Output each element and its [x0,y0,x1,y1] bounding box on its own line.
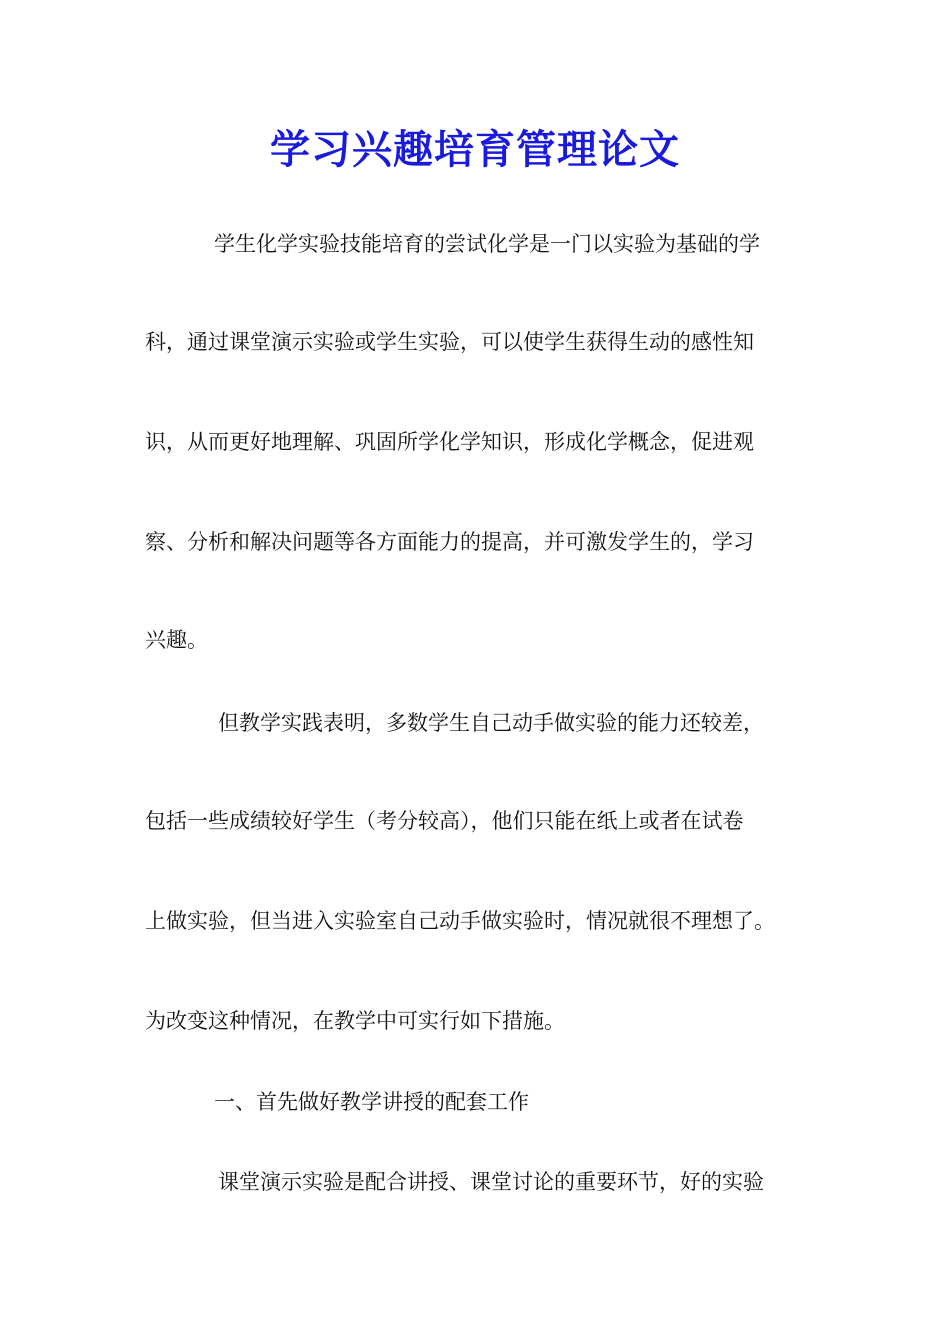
section-heading: 一、首先做好教学讲授的配套工作 [214,1090,529,1114]
paragraph-line: 为改变这种情况，在教学中可实行如下措施。 [145,1009,565,1033]
paragraph-line: 学生化学实验技能培育的尝试化学是一门以实验为基础的学 [214,232,760,256]
document-title: 学习兴趣培育管理论文 [270,126,680,173]
paragraph-line: 但教学实践表明，多数学生自己动手做实验的能力还较差， [218,711,764,735]
paragraph-line: 包括一些成绩较好学生（考分较高），他们只能在纸上或者在试卷 [145,809,744,833]
paragraph-line: 察、分析和解决问题等各方面能力的提高，并可激发学生的，学习 [145,530,754,554]
paragraph-line: 科，通过课堂演示实验或学生实验，可以使学生获得生动的感性知 [145,330,754,354]
paragraph-line: 识，从而更好地理解、巩固所学化学知识，形成化学概念，促进观 [145,430,754,454]
paragraph-line: 上做实验，但当进入实验室自己动手做实验时，情况就很不理想了。 [145,909,775,933]
paragraph-line: 兴趣。 [145,628,208,652]
paragraph-line: 课堂演示实验是配合讲授、课堂讨论的重要环节，好的实验 [218,1170,764,1194]
